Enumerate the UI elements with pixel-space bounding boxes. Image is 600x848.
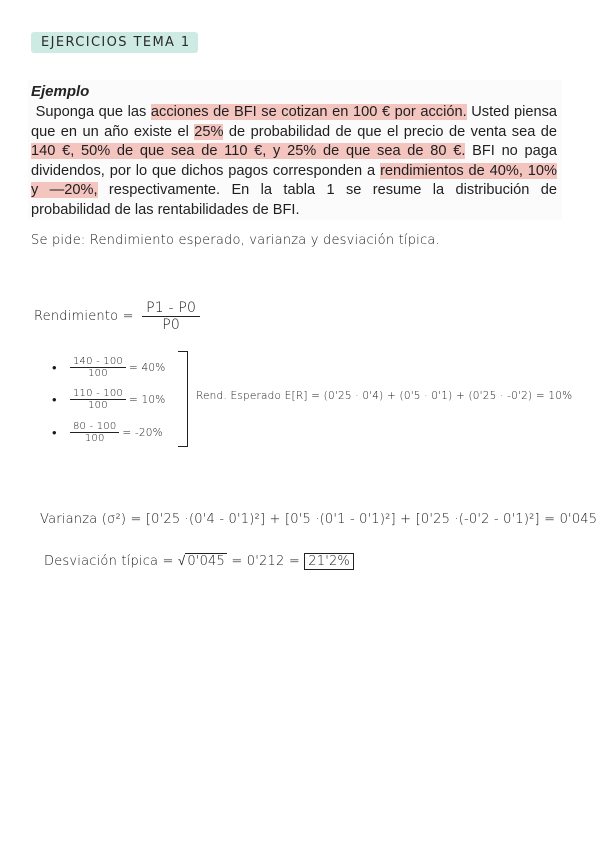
expected-return-formula: Rend. Esperado E[R] = (0'25 · 0'4) + (0'5 · 0'1) + (0'25 · -0'2) = 10%	[196, 390, 573, 402]
fraction-denominator: 100	[88, 400, 108, 411]
sqrt-radicand: 0'045	[187, 554, 226, 569]
calc-fraction	[70, 421, 119, 444]
text-segment: Suponga que las	[35, 104, 151, 120]
calc-row	[52, 388, 165, 411]
sqrt-icon: √	[178, 554, 186, 569]
highlighted-segment: rendimientos de 40%, 10% y —20%,	[31, 162, 557, 199]
std-deviation-label: Desviación típica =	[44, 554, 174, 569]
calc-result: = 40%	[128, 361, 166, 374]
fraction-numerator: P1 - P0	[142, 300, 200, 317]
text-segment: de probabilidad de que el precio de venta sea de	[223, 123, 557, 140]
question-prompt: Se pide: Rendimiento esperado, varianza y desviación típica.	[31, 233, 440, 248]
highlighted-segment: 25%	[194, 123, 224, 140]
fraction-denominator: 100	[88, 368, 108, 379]
bullet: •	[52, 425, 57, 441]
calc-row	[52, 421, 163, 444]
fraction-numerator: 110 - 100	[70, 388, 126, 400]
rendimiento-fraction	[142, 300, 200, 333]
bullet: •	[52, 392, 57, 408]
grouping-bracket	[178, 351, 188, 447]
rendimiento-formula	[34, 300, 200, 333]
text-segment: respectivamente. En la tabla 1 se resume la distribución de probabilidad de las rentabilidades de BFI.	[31, 182, 557, 218]
text-segment: Usted piensa que en un año existe el	[31, 104, 557, 140]
fraction-numerator: 140 - 100	[70, 356, 126, 368]
calc-result: = 10%	[128, 393, 166, 406]
equals-sign: =	[288, 554, 300, 569]
fraction-denominator: P0	[162, 317, 180, 333]
std-deviation-value: 0'212	[246, 554, 285, 569]
bullet: •	[52, 360, 57, 376]
fraction-numerator: 80 - 100	[70, 421, 119, 433]
std-deviation-formula	[44, 553, 354, 569]
example-paragraph	[31, 103, 557, 221]
fraction-denominator: 100	[84, 433, 105, 444]
boxed-result: 21'2%	[304, 553, 354, 570]
calc-fraction	[70, 356, 126, 379]
equals-sign: =	[231, 554, 243, 569]
text-segment: BFI no paga dividendos, por lo que dichos pagos corresponden a	[31, 143, 557, 179]
page-title: EJERCICIOS TEMA 1	[31, 32, 198, 53]
rendimiento-label: Rendimiento =	[34, 309, 134, 324]
calc-row	[52, 356, 165, 379]
calc-result: = -20%	[122, 426, 163, 439]
variance-formula: Varianza (σ²) = [0'25 ·(0'4 - 0'1)²] + [0'5 ·(0'1 - 0'1)²] + [0'25 ·(-0'2 - 0'1)²] = 0'045	[40, 512, 598, 527]
highlighted-segment: 140 €, 50% de que sea de 110 €, y 25% de que sea de 80 €.	[31, 143, 466, 160]
highlighted-segment: acciones de BFI se cotizan en 100 € por acción.	[150, 104, 467, 120]
calc-fraction	[70, 388, 126, 411]
example-heading: Ejemplo	[31, 83, 90, 100]
